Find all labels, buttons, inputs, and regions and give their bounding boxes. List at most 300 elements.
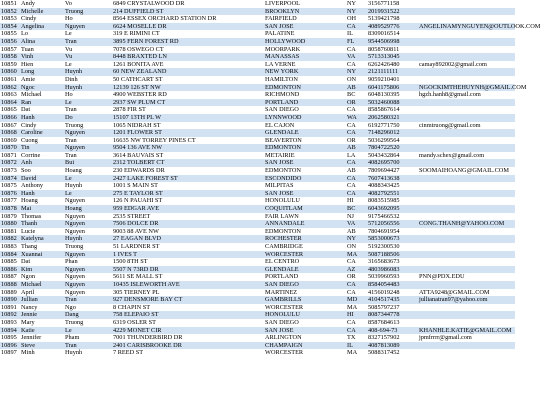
cell-first-name[interactable]: Cindy — [21, 15, 37, 23]
cell-address[interactable]: 8448 BRAXTED LN — [113, 53, 167, 61]
cell-state[interactable]: CA — [347, 121, 356, 129]
table-row[interactable] — [0, 296, 515, 304]
cell-city[interactable]: ARLINGTON — [265, 334, 302, 342]
cell-email[interactable] — [418, 68, 515, 76]
cell-state[interactable]: MA — [347, 349, 358, 357]
cell-state[interactable]: NJ — [347, 212, 354, 220]
cell-email[interactable] — [418, 53, 515, 61]
cell-state[interactable]: CA — [347, 60, 356, 68]
cell-address[interactable]: 5611 SE MALL ST — [113, 273, 163, 281]
table-row[interactable] — [0, 228, 515, 236]
cell-email[interactable] — [418, 144, 515, 152]
cell-state[interactable]: AB — [347, 227, 356, 235]
cell-phone[interactable]: 7804691954 — [368, 227, 400, 235]
cell-state[interactable]: OR — [347, 273, 356, 281]
cell-first-name[interactable]: Thomas — [21, 212, 42, 220]
table-row[interactable] — [0, 137, 515, 145]
cell-id[interactable]: 10897 — [1, 349, 17, 357]
cell-email[interactable]: SOOMAIHOANG@GMAIL.COM — [419, 167, 509, 175]
cell-phone[interactable]: 2019931522 — [368, 7, 400, 15]
cell-id[interactable]: 10864 — [1, 98, 17, 106]
cell-email[interactable] — [418, 0, 515, 8]
cell-first-name[interactable]: Xuannai — [21, 250, 43, 258]
table-row[interactable] — [0, 0, 515, 8]
cell-address[interactable]: 758 ELEPAIO ST — [113, 311, 159, 319]
cell-last-name[interactable]: Le — [65, 174, 72, 182]
cell-first-name[interactable]: Dat — [21, 258, 31, 266]
cell-phone[interactable]: 7804722520 — [368, 144, 400, 152]
cell-id[interactable]: 10858 — [1, 53, 17, 61]
cell-email[interactable] — [418, 213, 515, 221]
cell-address[interactable]: 6624 MOSELLE DR — [113, 22, 167, 30]
cell-id[interactable]: 10862 — [1, 83, 17, 91]
cell-email[interactable] — [418, 99, 515, 107]
cell-id[interactable]: 10889 — [1, 288, 17, 296]
cell-id[interactable]: 10874 — [1, 174, 17, 182]
cell-first-name[interactable]: Nancy — [21, 303, 38, 311]
cell-id[interactable]: 10876 — [1, 189, 17, 197]
cell-first-name[interactable]: Cuong — [21, 136, 38, 144]
cell-phone[interactable]: 4156019248 — [368, 288, 400, 296]
cell-email[interactable] — [418, 30, 515, 38]
cell-phone[interactable]: 5039960593 — [368, 273, 400, 281]
cell-phone[interactable]: 8309016514 — [368, 30, 400, 38]
cell-city[interactable]: HONOLULU — [265, 197, 300, 205]
cell-city[interactable]: SAN JOSE — [265, 326, 294, 334]
cell-id[interactable]: 10877 — [1, 197, 17, 205]
cell-phone[interactable]: 6048130395 — [368, 91, 400, 99]
cell-city[interactable]: EL CENTRO — [265, 258, 300, 266]
cell-address[interactable]: 1201 FLOWER ST — [113, 129, 162, 137]
cell-address[interactable]: 7 REED ST — [113, 349, 144, 357]
table-row[interactable] — [0, 167, 515, 175]
cell-first-name[interactable]: Hien — [21, 60, 34, 68]
cell-id[interactable]: 10853 — [1, 15, 17, 23]
cell-last-name[interactable]: Huynh — [65, 235, 83, 243]
cell-address[interactable]: 305 TIERNEY PL — [113, 288, 160, 296]
cell-last-name[interactable]: Tran — [65, 136, 77, 144]
cell-email[interactable] — [418, 243, 515, 251]
cell-phone[interactable]: 9059210401 — [368, 75, 400, 83]
cell-address[interactable]: 319 E RIMINI CT — [113, 30, 160, 38]
cell-state[interactable]: IL — [347, 341, 353, 349]
cell-id[interactable]: 10886 — [1, 265, 17, 273]
cell-address[interactable]: 7506 DOLCE DR — [113, 220, 159, 228]
cell-email[interactable] — [418, 228, 515, 236]
cell-city[interactable]: SAN DIEGO — [265, 106, 299, 114]
cell-state[interactable]: BC — [347, 91, 356, 99]
cell-city[interactable]: MANASSAS — [265, 53, 300, 61]
cell-address[interactable]: 3614 BAUVAIS ST — [113, 151, 164, 159]
table-row[interactable] — [0, 342, 515, 350]
cell-city[interactable]: LIVERPOOL — [265, 0, 300, 7]
cell-last-name[interactable]: Phan — [65, 258, 78, 266]
cell-last-name[interactable]: Huynh — [65, 68, 83, 76]
cell-state[interactable]: LA — [347, 151, 356, 159]
cell-email[interactable]: camay892002@gmail.com — [419, 60, 487, 68]
cell-address[interactable]: 6319 OSLER ST — [113, 318, 157, 326]
cell-city[interactable]: GAMBRILLS — [265, 296, 302, 304]
cell-first-name[interactable]: Ngoc — [21, 83, 35, 91]
cell-id[interactable]: 10871 — [1, 151, 17, 159]
cell-first-name[interactable]: David — [21, 174, 37, 182]
cell-address[interactable]: 9504 136 AVE NW — [113, 144, 163, 152]
cell-id[interactable]: 10854 — [1, 22, 17, 30]
cell-address[interactable]: 7078 OSWEGO CT — [113, 45, 164, 53]
cell-last-name[interactable]: Dinh — [65, 75, 78, 83]
cell-state[interactable]: CA — [347, 288, 356, 296]
cell-first-name[interactable]: Anthony — [21, 182, 44, 190]
cell-first-name[interactable]: Mai — [21, 205, 32, 213]
cell-city[interactable]: MOORPARK — [265, 45, 301, 53]
cell-email[interactable] — [418, 114, 515, 122]
cell-first-name[interactable]: Soo — [21, 167, 31, 175]
cell-email[interactable]: KHANHLE.KATIE@GMAIL.COM — [419, 326, 512, 334]
cell-first-name[interactable]: Jullian — [21, 296, 38, 304]
table-row[interactable] — [0, 22, 540, 31]
cell-first-name[interactable]: Lo — [21, 30, 28, 38]
cell-phone[interactable]: 4087813089 — [368, 341, 400, 349]
cell-email[interactable] — [418, 159, 515, 167]
cell-last-name[interactable]: Truong — [65, 121, 84, 129]
cell-state[interactable]: ON — [347, 243, 357, 250]
cell-phone[interactable]: 8087344778 — [368, 311, 400, 319]
cell-id[interactable]: 10855 — [1, 30, 17, 38]
cell-last-name[interactable]: Ngo — [65, 303, 76, 311]
cell-address[interactable]: 4900 WEBSTER RD — [113, 91, 167, 99]
table-row[interactable] — [0, 273, 515, 281]
cell-phone[interactable]: 5036299564 — [368, 136, 400, 144]
cell-email[interactable] — [418, 182, 515, 190]
cell-email[interactable] — [418, 311, 515, 319]
cell-state[interactable]: ON — [347, 75, 357, 83]
cell-phone[interactable]: 8083515985 — [368, 197, 400, 205]
cell-city[interactable]: NEW YORK — [265, 68, 299, 76]
cell-state[interactable]: OR — [347, 98, 356, 106]
cell-phone[interactable]: 5713313045 — [368, 53, 400, 61]
cell-last-name[interactable]: Huynh — [65, 349, 83, 357]
cell-id[interactable]: 10892 — [1, 311, 17, 319]
cell-city[interactable]: PORTLAND — [265, 98, 299, 106]
cell-city[interactable]: ESCONDIDO — [265, 174, 302, 182]
cell-first-name[interactable]: Minh — [21, 349, 35, 357]
table-row[interactable] — [0, 235, 515, 243]
table-row[interactable] — [0, 46, 515, 54]
cell-address[interactable]: 51 LARDNER ST — [113, 243, 160, 250]
cell-phone[interactable]: 7607413638 — [368, 174, 400, 182]
cell-first-name[interactable]: Katie — [21, 326, 35, 334]
cell-email[interactable]: mandy.schex@gmail.com — [419, 151, 485, 159]
cell-phone[interactable]: 6262426480 — [368, 60, 400, 68]
table-row[interactable] — [0, 251, 515, 259]
cell-phone[interactable]: 5032460088 — [368, 98, 400, 106]
cell-city[interactable]: EDMONTON — [265, 167, 301, 175]
cell-last-name[interactable]: Nguyen — [65, 288, 85, 296]
table-row[interactable] — [0, 266, 515, 274]
cell-city[interactable]: ANNANDALE — [265, 220, 305, 228]
cell-phone[interactable]: 8585867614 — [368, 106, 400, 114]
cell-state[interactable]: WA — [347, 113, 357, 121]
cell-city[interactable]: SAN DIEGO — [265, 280, 299, 288]
cell-email[interactable] — [418, 8, 515, 16]
cell-address[interactable]: 1001 S MAIN ST — [113, 182, 158, 190]
cell-email[interactable] — [418, 349, 515, 357]
table-row[interactable] — [0, 76, 515, 84]
cell-address[interactable]: 3895 FERN FOREST RD — [113, 37, 179, 45]
table-row[interactable] — [0, 114, 515, 122]
table-row[interactable] — [0, 304, 515, 312]
cell-first-name[interactable]: Caroline — [21, 129, 43, 137]
cell-address[interactable]: 8564 ESSEX ORCHARD STATION DR — [113, 15, 217, 23]
cell-phone[interactable]: 3165683673 — [368, 258, 400, 266]
table-row[interactable] — [0, 205, 515, 213]
cell-first-name[interactable]: Thang — [21, 243, 38, 250]
cell-last-name[interactable]: Dang — [65, 311, 79, 319]
cell-address[interactable]: 27 EAGAN BLVD — [113, 235, 162, 243]
cell-phone[interactable]: 4104517435 — [368, 296, 400, 304]
cell-first-name[interactable]: Jennie — [21, 311, 38, 319]
cell-phone[interactable]: 5088317452 — [368, 349, 400, 357]
cell-first-name[interactable]: Hanh — [21, 113, 35, 121]
cell-email[interactable] — [418, 137, 515, 145]
cell-phone[interactable]: 6041175806 — [368, 83, 400, 91]
table-row[interactable] — [0, 258, 515, 266]
cell-last-name[interactable]: Tran — [65, 296, 77, 304]
cell-city[interactable]: SAN JOSE — [265, 189, 294, 197]
cell-phone[interactable]: 2062580321 — [368, 113, 400, 121]
cell-phone[interactable]: 5085797237 — [368, 303, 400, 311]
cell-address[interactable]: 9003 88 AVE NW — [113, 227, 159, 235]
cell-email[interactable] — [418, 106, 515, 114]
cell-city[interactable]: PALATINE — [265, 30, 295, 38]
cell-state[interactable]: CA — [347, 280, 356, 288]
cell-id[interactable]: 10883 — [1, 243, 17, 250]
cell-first-name[interactable]: Corrine — [21, 151, 41, 159]
cell-phone[interactable]: 8327157902 — [368, 334, 400, 342]
cell-city[interactable]: SAN DIEGO — [265, 318, 299, 326]
cell-state[interactable]: CA — [347, 174, 356, 182]
cell-address[interactable]: 2401 CARISBROOKE DR — [113, 341, 182, 349]
cell-state[interactable]: TX — [347, 334, 356, 342]
cell-state[interactable]: CA — [347, 45, 356, 53]
cell-email[interactable] — [418, 175, 515, 183]
cell-state[interactable]: HI — [347, 197, 354, 205]
cell-id[interactable]: 10856 — [1, 37, 17, 45]
cell-phone[interactable]: 5139421798 — [368, 15, 400, 23]
cell-last-name[interactable]: Truong — [65, 243, 84, 250]
cell-city[interactable]: LYNNWOOD — [265, 113, 302, 121]
cell-first-name[interactable]: Long — [21, 68, 35, 76]
cell-phone[interactable]: 4082792551 — [368, 189, 400, 197]
table-row[interactable] — [0, 61, 515, 69]
table-row[interactable] — [0, 281, 515, 289]
cell-address[interactable]: 2535 STREET — [113, 212, 151, 220]
cell-last-name[interactable]: Le — [65, 326, 72, 334]
cell-first-name[interactable]: Andy — [21, 0, 35, 7]
cell-last-name[interactable]: Hoang — [65, 205, 82, 213]
cell-email[interactable] — [418, 266, 515, 274]
cell-email[interactable] — [418, 129, 515, 137]
cell-email[interactable] — [418, 251, 515, 259]
cell-phone[interactable]: 6192771750 — [368, 121, 400, 129]
cell-id[interactable]: 10887 — [1, 273, 17, 281]
cell-first-name[interactable]: Vinh — [21, 53, 34, 61]
cell-last-name[interactable]: Truong — [65, 318, 84, 326]
cell-state[interactable]: FL — [347, 37, 355, 45]
cell-first-name[interactable]: Michael — [21, 91, 42, 99]
cell-email[interactable] — [418, 46, 515, 54]
cell-phone[interactable]: 7809694427 — [368, 167, 400, 175]
cell-phone[interactable]: 5192300530 — [368, 243, 400, 250]
cell-address[interactable]: 15107 13TH PL W — [113, 113, 162, 121]
cell-state[interactable]: NY — [347, 235, 357, 243]
table-row[interactable] — [0, 220, 515, 228]
cell-address[interactable]: 2427 LAKE FOREST ST — [113, 174, 178, 182]
cell-city[interactable]: GLENDALE — [265, 129, 299, 137]
table-row[interactable] — [0, 349, 515, 357]
cell-id[interactable]: 10872 — [1, 159, 17, 167]
cell-city[interactable]: FAIRFIELD — [265, 15, 297, 23]
cell-email[interactable]: cinmtruong@gmail.com — [419, 121, 481, 129]
cell-last-name[interactable]: Truong — [65, 7, 84, 15]
cell-first-name[interactable]: Lucie — [21, 227, 36, 235]
cell-state[interactable]: NY — [347, 68, 357, 76]
cell-id[interactable]: 10873 — [1, 167, 17, 175]
cell-email[interactable] — [418, 304, 515, 312]
cell-address[interactable]: 126 N PAUAHI ST — [113, 197, 163, 205]
cell-email[interactable] — [418, 76, 515, 84]
cell-address[interactable]: 12139 126 ST NW — [113, 83, 161, 91]
cell-id[interactable]: 10896 — [1, 341, 17, 349]
cell-last-name[interactable]: Le — [65, 30, 72, 38]
cell-city[interactable]: METAIRIE — [265, 151, 295, 159]
cell-state[interactable]: CA — [347, 106, 356, 114]
cell-city[interactable]: BEAVERTON — [265, 136, 302, 144]
cell-city[interactable]: CHAMPAIGN — [265, 341, 303, 349]
cell-email[interactable]: ANGELINAMYNGUYEN@OUTLOOK.COM — [419, 22, 540, 30]
cell-phone[interactable]: 4082695700 — [368, 159, 400, 167]
cell-phone[interactable]: 4089529776 — [368, 22, 400, 30]
cell-address[interactable]: 4229 MONET CIR — [113, 326, 162, 334]
cell-phone[interactable]: 8058760811 — [368, 45, 400, 53]
cell-address[interactable]: 214 DUFFIELD ST — [113, 7, 164, 15]
cell-state[interactable]: CA — [347, 326, 356, 334]
cell-state[interactable]: CA — [347, 182, 356, 190]
cell-last-name[interactable]: Nguyen — [65, 212, 85, 220]
cell-address[interactable]: 1261 BONITA AVE — [113, 60, 164, 68]
cell-first-name[interactable]: Alina — [21, 37, 35, 45]
cell-address[interactable]: 1 IVES T — [113, 250, 138, 258]
cell-last-name[interactable]: Nguyen — [65, 144, 85, 152]
cell-last-name[interactable]: Nguyen — [65, 129, 85, 137]
cell-email[interactable] — [418, 15, 515, 23]
cell-phone[interactable]: 9175466532 — [368, 212, 400, 220]
cell-first-name[interactable]: Angelina — [21, 22, 45, 30]
table-row[interactable] — [0, 319, 515, 327]
cell-id[interactable]: 10878 — [1, 205, 17, 213]
cell-city[interactable]: GLENDALE — [265, 265, 299, 273]
cell-state[interactable]: AB — [347, 167, 356, 175]
cell-id[interactable]: 10866 — [1, 113, 17, 121]
cell-first-name[interactable]: Dat — [21, 106, 31, 114]
cell-state[interactable]: OR — [347, 136, 356, 144]
table-row[interactable] — [0, 175, 515, 183]
table-row[interactable] — [0, 129, 515, 137]
cell-last-name[interactable]: Do — [65, 113, 73, 121]
cell-first-name[interactable]: Tin — [21, 144, 30, 152]
cell-id[interactable]: 10852 — [1, 7, 17, 15]
cell-city[interactable]: WORCESTER — [265, 250, 304, 258]
cell-last-name[interactable]: Nguyen — [65, 280, 85, 288]
table-row[interactable] — [0, 144, 515, 152]
cell-city[interactable]: EDMONTON — [265, 227, 301, 235]
cell-id[interactable]: 10867 — [1, 121, 17, 129]
cell-id[interactable]: 10868 — [1, 129, 17, 137]
cell-city[interactable]: LA VERNE — [265, 60, 296, 68]
cell-city[interactable]: RICHMOND — [265, 91, 300, 99]
table-row[interactable] — [0, 99, 515, 107]
cell-last-name[interactable]: Tran — [65, 341, 77, 349]
cell-city[interactable]: EDMONTON — [265, 83, 301, 91]
cell-last-name[interactable]: Vu — [65, 45, 73, 53]
cell-email[interactable] — [418, 38, 515, 46]
cell-first-name[interactable]: Hanh — [21, 189, 35, 197]
cell-city[interactable]: CAMBRIDGE — [265, 243, 303, 250]
cell-last-name[interactable]: Tran — [65, 151, 77, 159]
cell-id[interactable]: 10893 — [1, 318, 17, 326]
table-row[interactable] — [0, 15, 515, 23]
cell-state[interactable]: OH — [347, 15, 357, 23]
cell-last-name[interactable]: Ho — [65, 15, 73, 23]
cell-city[interactable]: EL CAJON — [265, 121, 295, 129]
cell-state[interactable]: VA — [347, 220, 356, 228]
cell-id[interactable]: 10851 — [1, 0, 17, 7]
cell-state[interactable]: AB — [347, 83, 356, 91]
cell-id[interactable]: 10885 — [1, 258, 17, 266]
cell-email[interactable]: NGOCKIMTHEHUYNH@GMAIL.COM — [419, 83, 527, 91]
cell-email[interactable]: hgzh.hanh8@gmail.com — [419, 91, 481, 99]
cell-address[interactable]: 230 EDWARDS DR — [113, 167, 165, 175]
cell-city[interactable]: FAIR LAWN — [265, 212, 299, 220]
cell-city[interactable]: HONOLULU — [265, 311, 300, 319]
cell-first-name[interactable]: Ngon — [21, 273, 35, 281]
cell-first-name[interactable]: Kim — [21, 265, 33, 273]
cell-state[interactable]: HI — [347, 311, 354, 319]
cell-last-name[interactable]: Le — [65, 98, 72, 106]
cell-state[interactable]: AB — [347, 144, 356, 152]
cell-email[interactable]: CONG.THANH@YAHOO.COM — [419, 220, 505, 228]
cell-id[interactable]: 10890 — [1, 296, 17, 304]
cell-email[interactable]: jpmfrrrr@gmail.com — [419, 334, 472, 342]
cell-address[interactable]: 10435 ISLEWORTH AVE — [113, 280, 180, 288]
cell-id[interactable]: 10861 — [1, 75, 17, 83]
cell-state[interactable]: BC — [347, 205, 356, 213]
cell-city[interactable]: HOLLYWOOD — [265, 37, 306, 45]
cell-first-name[interactable]: April — [21, 288, 35, 296]
cell-state[interactable]: IL — [347, 30, 353, 38]
cell-first-name[interactable]: Thanh — [21, 220, 38, 228]
cell-id[interactable]: 10882 — [1, 235, 17, 243]
cell-state[interactable]: VA — [347, 53, 356, 61]
cell-email[interactable] — [418, 197, 515, 205]
cell-phone[interactable]: 8584054483 — [368, 280, 400, 288]
cell-id[interactable]: 10875 — [1, 182, 17, 190]
cell-last-name[interactable]: Vu — [65, 53, 73, 61]
cell-city[interactable]: EDMONTON — [265, 144, 301, 152]
cell-address[interactable]: 7001 THUNDERBIRD DR — [113, 334, 183, 342]
cell-last-name[interactable]: Le — [65, 60, 72, 68]
cell-address[interactable]: 16635 NW TORREY PINES CT — [113, 136, 196, 144]
